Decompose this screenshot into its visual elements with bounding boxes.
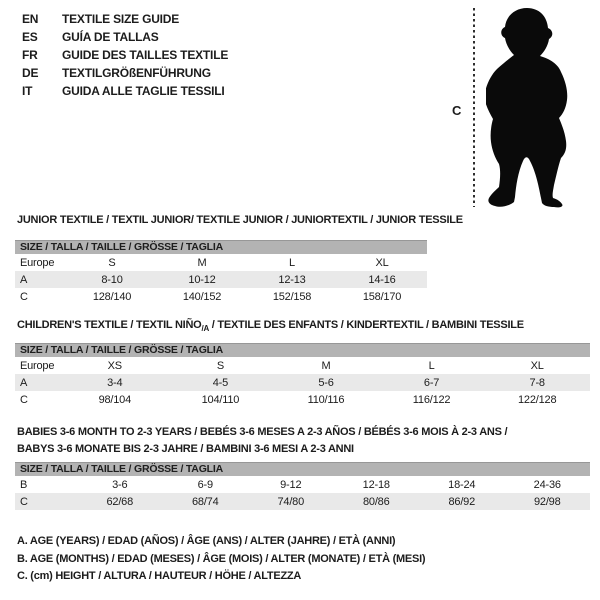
height-measure-dotted-line [473,8,475,207]
language-row-fr [22,46,228,64]
language-row-de [22,64,228,82]
junior-table [15,254,427,305]
height-cell: 104/110 [201,393,240,406]
language-label: TEXTILE SIZE GUIDE [62,12,180,26]
babies-table-header-bar: SIZE / TALLA / TAILLE / GRÖSSE / TAGLIA [15,462,590,476]
height-cell: 80/86 [362,495,390,508]
footnote-c: C. (cm) HEIGHT / ALTURA / HAUTEUR / HÖHE / ALTEZZA [17,570,302,582]
age-cell: 9-12 [280,478,302,491]
size-cell: XS [107,359,122,372]
size-cell: S [216,359,224,372]
language-code: ES [22,30,38,44]
language-label: GUIDA ALLE TAGLIE TESSILI [62,84,225,98]
babies-table [15,476,590,510]
table-row-age [15,271,427,288]
junior-size-table [15,240,427,305]
height-measure-label: C [452,103,462,118]
height-cell: 158/170 [362,290,402,303]
language-label: GUÍA DE TALLAS [62,30,159,44]
height-cell: 98/104 [98,393,132,406]
language-label: TEXTILGRÖßENFÜHRUNG [62,66,211,80]
height-cell: 74/80 [277,495,305,508]
children-table [15,357,590,408]
footnote-b: B. AGE (MONTHS) / EDAD (MESES) / ÂGE (MOIS) / ALTER (MONATE) / ETÀ (MESI) [17,552,426,565]
height-cell: 68/74 [191,495,219,508]
age-cell: 10-12 [188,273,216,286]
table-row-height [15,288,427,305]
language-code: FR [22,48,38,62]
age-cell: 24-36 [533,478,561,491]
table-row-height [15,391,590,408]
children-textile-title [17,317,524,337]
size-cell: XL [375,256,389,269]
age-cell: 6-9 [197,478,213,491]
language-code: DE [22,66,39,80]
size-cell: M [321,359,331,372]
babies-title-line1: BABIES 3-6 MONTH TO 2-3 YEARS / BEBÉS 3-6 MESES A 2-3 AÑOS / BÉBÉS 3-6 MOIS À 2-3 ANS / [17,426,508,438]
language-code: IT [22,84,33,98]
size-cell: L [289,256,295,269]
children-table-header-bar: SIZE / TALLA / TAILLE / GRÖSSE / TAGLIA [15,343,590,357]
footnotes [17,533,425,586]
toddler-silhouette [486,3,586,213]
row-label: A [20,273,28,286]
age-cell: 14-16 [368,273,396,286]
size-cell: M [197,256,207,269]
row-label: A [20,376,28,389]
height-cell: 110/116 [307,393,345,406]
age-cell: 3-6 [112,478,128,491]
height-cell: 116/122 [412,393,451,406]
age-cell: 8-10 [101,273,123,286]
height-cell: 86/92 [448,495,476,508]
junior-table-header-bar: SIZE / TALLA / TAILLE / GRÖSSE / TAGLIA [15,240,427,254]
language-row-it [22,82,228,100]
children-title-post: / TEXTILE DES ENFANTS / KINDERTEXTIL / BAMBINI TESSILE [208,319,524,331]
age-cell: 6-7 [423,376,440,389]
children-title-pre: CHILDREN'S TEXTILE / TEXTIL NIÑO [17,319,202,331]
row-label: C [20,290,28,303]
age-cell: 3-4 [107,376,123,389]
babies-size-table [15,462,590,510]
table-row-height [15,493,590,510]
age-cell: 12-13 [278,273,306,286]
height-cell: 92/98 [533,495,561,508]
age-cell: 18-24 [448,478,476,491]
height-cell: 140/152 [182,290,222,303]
size-cell: XL [530,359,544,372]
age-cell: 12-18 [362,478,390,491]
language-code: EN [22,12,39,26]
junior-textile-title: JUNIOR TEXTILE / TEXTIL JUNIOR/ TEXTILE JUNIOR / JUNIORTEXTIL / JUNIOR TESSILE [17,214,463,226]
height-cell: 62/68 [106,495,134,508]
language-label: GUIDE DES TAILLES TEXTILE [62,48,229,62]
babies-textile-title [17,424,517,458]
row-label: Europe [20,359,55,372]
table-row-europe [15,254,427,271]
age-cell: 4-5 [212,376,229,389]
children-title-sub: /A [201,324,209,334]
size-cell: S [108,256,116,269]
table-row-age-months [15,476,590,493]
language-row-es [22,28,228,46]
row-label: C [20,495,28,508]
language-guide-list [22,10,228,100]
row-label: Europe [20,256,55,269]
table-row-age [15,374,590,391]
language-row-en [22,10,228,28]
row-label: B [20,478,28,491]
height-cell: 122/128 [518,393,557,406]
children-size-table [15,343,590,408]
height-cell: 128/140 [92,290,132,303]
footnote-a: A. AGE (YEARS) / EDAD (AÑOS) / ÂGE (ANS) / ALTER (JAHRE) / ETÀ (ANNI) [17,535,396,547]
babies-title-line2: BABYS 3-6 MONATE BIS 2-3 JAHRE / BAMBINI 3-6 MESI A 2-3 ANNI [17,443,354,455]
age-cell: 7-8 [529,376,545,389]
row-label: C [20,393,28,406]
table-row-europe [15,357,590,374]
height-cell: 152/158 [272,290,312,303]
size-cell: L [428,359,435,372]
age-cell: 5-6 [318,376,334,389]
